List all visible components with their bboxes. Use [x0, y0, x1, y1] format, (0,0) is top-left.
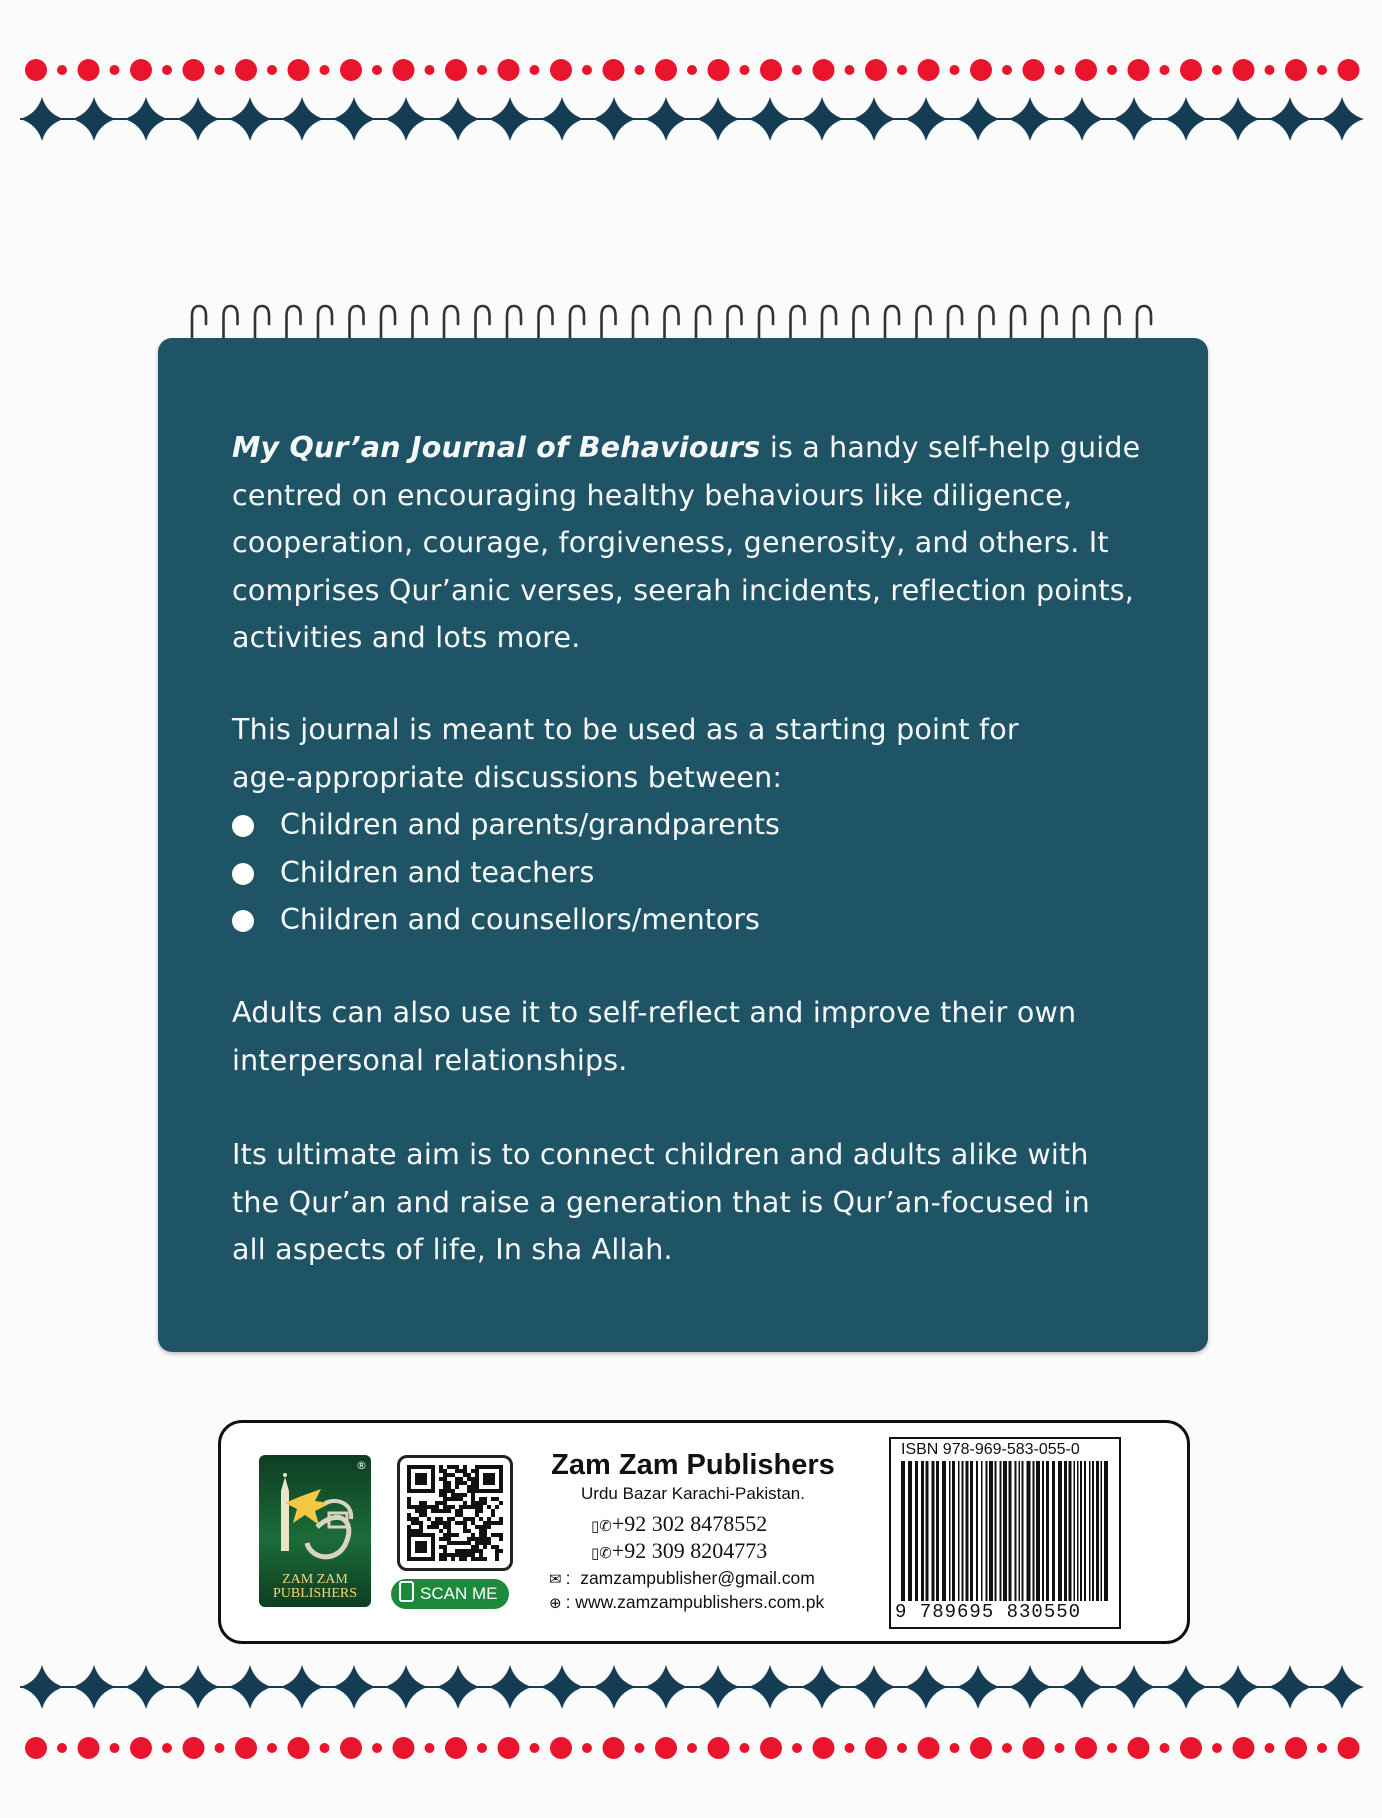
publisher-logo: ® ZAM ZAM PUBLISHERS [259, 1455, 371, 1607]
phone-icon [399, 1581, 414, 1602]
description-panel [158, 338, 1208, 1352]
website-link[interactable]: : www.zamzampublishers.com.pk [565, 1592, 825, 1612]
mosque-emblem-icon [259, 1467, 371, 1577]
red-dots-row [0, 1726, 1382, 1770]
bullet-icon [232, 910, 254, 932]
navy-diamond-row [0, 1662, 1382, 1712]
barcode-bars [897, 1461, 1111, 1611]
publisher-address: Urdu Bazar Karachi-Pakistan. [581, 1484, 805, 1503]
isbn-label: ISBN 978-969-583-055-0 [901, 1441, 1080, 1458]
phone-number: ▯✆+92 309 8204773 [591, 1538, 768, 1563]
qr-code[interactable] [397, 1455, 513, 1571]
book-title: My Qur’an Journal of Behaviours [232, 431, 761, 464]
scan-me-badge: SCAN ME [391, 1579, 509, 1609]
aim-paragraph: Its ultimate aim is to connect children and adults alike with the Qur’an and raise a generation that is Qur’an-focused in all aspects of life, In sha Allah. [232, 1138, 1090, 1266]
navy-diamond-row [0, 94, 1382, 144]
usage-paragraph: This journal is meant to be used as a starting point for age-appropriate discussions between: [232, 713, 1019, 794]
adults-paragraph: Adults can also use it to self-reflect and improve their own interpersonal relationships. [232, 996, 1077, 1077]
envelope-icon: ✉ [549, 1570, 562, 1588]
globe-icon: ⊕ [549, 1594, 562, 1612]
publisher-name: Zam Zam Publishers [551, 1449, 835, 1481]
audience-list [232, 801, 780, 944]
phone-number: ▯✆+92 302 8478552 [591, 1511, 768, 1536]
isbn-barcode [889, 1437, 1121, 1629]
red-dots-row [0, 48, 1382, 92]
email-line: ✉ : zamzampublisher@gmail.com [549, 1568, 815, 1588]
bottom-border [0, 1662, 1382, 1770]
list-item: Children and teachers [232, 849, 780, 897]
bullet-icon [232, 815, 254, 837]
website-line [549, 1592, 824, 1613]
list-item: Children and parents/grandparents [232, 801, 780, 849]
intro-paragraph: My Qur’an Journal of Behaviours is a handy self-help guide centred on encouraging healthy behaviours like diligence, cooperation, courage, forgiveness, generosity, and others. It comprises Qur’anic verses, seerah incidents, reflection points, activities and lots more. [232, 431, 1141, 654]
phone-whatsapp-icon: ▯✆ [591, 1517, 612, 1535]
barcode-digits: 9 789695 830550 [895, 1601, 1082, 1623]
top-border [0, 48, 1382, 144]
phone-whatsapp-icon: ▯✆ [591, 1544, 612, 1562]
list-item: Children and counsellors/mentors [232, 896, 780, 944]
publisher-box [218, 1420, 1190, 1644]
email-link[interactable]: zamzampublisher@gmail.com [580, 1568, 815, 1588]
bullet-icon [232, 863, 254, 885]
